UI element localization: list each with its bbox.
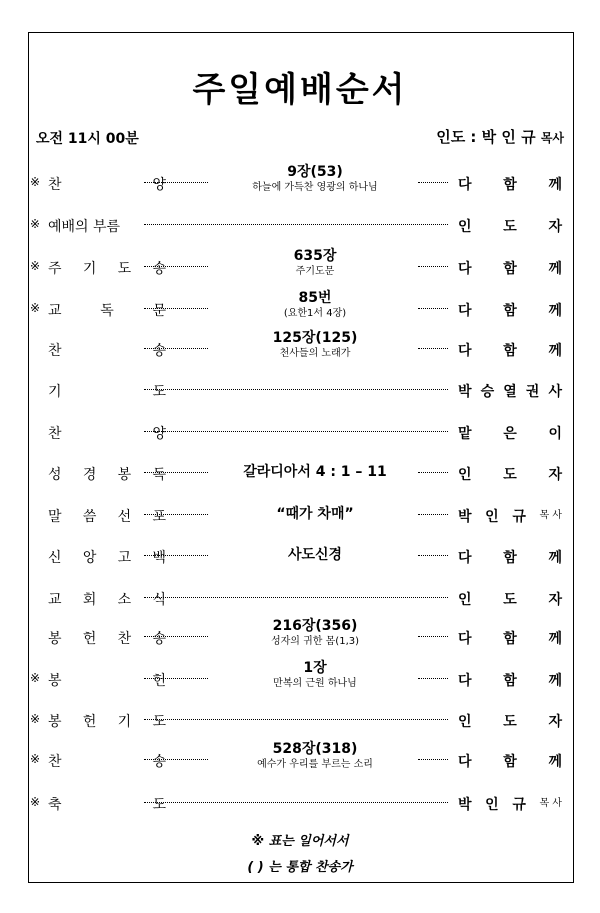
item-label-char: 독 bbox=[100, 303, 114, 319]
item-detail bbox=[208, 495, 422, 523]
page-title: 주일예배순서 bbox=[192, 70, 408, 110]
item-responsible bbox=[458, 711, 562, 731]
item-label bbox=[48, 174, 166, 194]
item-label-char: 씀 bbox=[82, 509, 97, 525]
leader-dots-right bbox=[418, 266, 448, 267]
item-label-char: 경 bbox=[82, 467, 97, 483]
item-label-char: 회 bbox=[82, 592, 97, 608]
item-responsible-char: 승 bbox=[480, 384, 495, 400]
item-responsible bbox=[458, 589, 562, 609]
hymn-number: 1장 bbox=[303, 660, 327, 676]
leader-dots bbox=[144, 389, 448, 390]
item-responsible-char: 함 bbox=[503, 631, 517, 647]
item-responsible-char: 함 bbox=[503, 754, 517, 770]
leader-dots bbox=[144, 224, 448, 225]
hymn-title: 하늘에 가득찬 영광의 하나님 bbox=[252, 182, 378, 193]
worship-item bbox=[30, 329, 568, 365]
item-label-char: 신 bbox=[48, 550, 62, 566]
item-responsible bbox=[458, 794, 562, 814]
leader-dots-left bbox=[144, 636, 208, 637]
leader-name: 인도 : 박 인 규 bbox=[436, 128, 536, 146]
worship-item bbox=[30, 536, 568, 572]
leader-dots bbox=[144, 597, 448, 598]
worship-item bbox=[30, 578, 568, 614]
item-responsible-char: 다 bbox=[458, 177, 472, 193]
item-label-char: 기 bbox=[117, 714, 132, 730]
item-responsible-char: 자 bbox=[548, 219, 562, 235]
leader-dots-left bbox=[144, 678, 208, 679]
item-label bbox=[48, 794, 166, 814]
item-label-char: 앙 bbox=[82, 550, 97, 566]
item-label-char: 도 bbox=[152, 797, 166, 813]
standing-mark: ※ bbox=[30, 795, 41, 809]
leader-title: 목사 bbox=[540, 131, 564, 145]
item-responsible-char: 다 bbox=[458, 673, 472, 689]
item-responsible bbox=[458, 628, 562, 648]
item-responsible-char: 도 bbox=[503, 714, 517, 730]
worship-item bbox=[30, 205, 568, 241]
item-responsible-char: 함 bbox=[503, 673, 517, 689]
item-responsible bbox=[458, 670, 562, 690]
item-responsible-char: 이 bbox=[548, 426, 562, 442]
worship-item bbox=[30, 453, 568, 489]
item-label-char: 헌 bbox=[82, 714, 97, 730]
item-label bbox=[48, 340, 166, 360]
worship-item bbox=[30, 495, 568, 531]
item-responsible bbox=[458, 423, 562, 443]
item-responsible-char: 박 bbox=[458, 384, 472, 400]
worship-item bbox=[30, 163, 568, 199]
item-responsible-char: 께 bbox=[548, 550, 562, 566]
item-label-char: 양 bbox=[152, 177, 166, 193]
item-label-char: 송 bbox=[152, 343, 166, 359]
item-label bbox=[48, 423, 166, 443]
item-responsible bbox=[458, 751, 562, 771]
item-label-char: 포 bbox=[152, 509, 166, 525]
item-responsible bbox=[458, 506, 562, 526]
leader-dots-right bbox=[418, 348, 448, 349]
hymn-number: 216장(356) bbox=[272, 618, 358, 634]
item-label-char: 봉 bbox=[117, 467, 132, 483]
standing-mark: ※ bbox=[30, 712, 41, 726]
item-responsible-char: 자 bbox=[548, 592, 562, 608]
item-responsible-char: 다 bbox=[458, 631, 472, 647]
leader-dots-left bbox=[144, 555, 208, 556]
standing-mark: ※ bbox=[30, 259, 41, 273]
item-label-char: 축 bbox=[48, 797, 62, 813]
leader-dots bbox=[144, 802, 448, 803]
leader-dots-right bbox=[418, 555, 448, 556]
leader-dots-right bbox=[418, 759, 448, 760]
item-responsible-char: 규 bbox=[512, 509, 526, 525]
item-label bbox=[48, 711, 166, 731]
item-label-char: 헌 bbox=[152, 673, 166, 689]
item-detail bbox=[208, 453, 422, 481]
item-label-char: 문 bbox=[152, 303, 166, 319]
item-responsible-char: 께 bbox=[548, 343, 562, 359]
leader-dots-right bbox=[418, 308, 448, 309]
worship-item bbox=[30, 783, 568, 819]
hymn-title: (요한1서 4장) bbox=[283, 308, 347, 319]
leader-dots-right bbox=[418, 472, 448, 473]
item-label-char: 고 bbox=[117, 550, 132, 566]
worship-item bbox=[30, 740, 568, 776]
footer-note-standing: ※ 표는 일어서서 bbox=[251, 834, 349, 849]
item-label bbox=[48, 258, 166, 278]
leader-info bbox=[436, 126, 564, 147]
item-label-char: 주 bbox=[48, 261, 62, 277]
item-label bbox=[48, 628, 166, 648]
item-label-char: 찬 bbox=[48, 754, 62, 770]
hymn-title: 천사들의 노래가 bbox=[279, 348, 351, 359]
standing-mark: ※ bbox=[30, 217, 41, 231]
item-label-char: 기 bbox=[48, 384, 62, 400]
hymn-title: 예수가 우리를 부르는 소리 bbox=[257, 759, 373, 770]
item-label-char: 백 bbox=[152, 550, 166, 566]
item-responsible-char: 다 bbox=[458, 303, 472, 319]
leader-dots-right bbox=[418, 514, 448, 515]
item-responsible-char: 인 bbox=[458, 467, 472, 483]
standing-mark: ※ bbox=[30, 752, 41, 766]
hymn-number: 85번 bbox=[298, 290, 332, 306]
item-responsible-char: 자 bbox=[548, 467, 562, 483]
leader-dots-left bbox=[144, 308, 208, 309]
item-responsible-char: 함 bbox=[503, 261, 517, 277]
item-label-char: 송 bbox=[152, 754, 166, 770]
item-detail-text: 사도신경 bbox=[287, 547, 343, 563]
item-label-char: 선 bbox=[117, 509, 132, 525]
leader-dots-left bbox=[144, 759, 208, 760]
item-responsible-char: 다 bbox=[458, 754, 472, 770]
footer-note-hymnal: ( ) 는 통합 찬송가 bbox=[247, 860, 353, 875]
item-responsible-char: 은 bbox=[503, 426, 517, 442]
item-label-char: 찬 bbox=[48, 426, 62, 442]
item-detail bbox=[208, 329, 422, 360]
item-label-char: 헌 bbox=[82, 631, 97, 647]
hymn-number: 635장 bbox=[293, 248, 337, 264]
item-responsible-char: 박 bbox=[458, 509, 472, 525]
item-label-char: 소 bbox=[117, 592, 132, 608]
item-detail bbox=[208, 163, 422, 194]
hymn-number: 125장(125) bbox=[272, 330, 358, 346]
standing-mark: ※ bbox=[30, 671, 41, 685]
hymn-number: 9장(53) bbox=[287, 164, 343, 180]
item-responsible-char: 사 bbox=[548, 384, 562, 400]
item-responsible-char: 인 bbox=[458, 219, 472, 235]
leader-dots-right bbox=[418, 678, 448, 679]
worship-item bbox=[30, 617, 568, 653]
item-label-char: 봉 bbox=[48, 714, 62, 730]
item-responsible-char: 함 bbox=[503, 303, 517, 319]
item-responsible-char: 께 bbox=[548, 261, 562, 277]
item-detail bbox=[208, 740, 422, 771]
item-detail bbox=[208, 289, 422, 320]
item-detail-text: 갈라디아서 4 : 1 – 11 bbox=[243, 464, 387, 480]
hymn-number: 528장(318) bbox=[272, 741, 358, 757]
item-responsible bbox=[458, 340, 562, 360]
item-label-char: 찬 bbox=[48, 177, 62, 193]
leader-dots-left bbox=[144, 472, 208, 473]
item-label bbox=[48, 670, 166, 690]
leader-dots-right bbox=[418, 636, 448, 637]
item-responsible-char: 인 bbox=[458, 592, 472, 608]
worship-item bbox=[30, 700, 568, 736]
item-responsible-char: 인 bbox=[485, 509, 499, 525]
item-responsible-char: 도 bbox=[503, 592, 517, 608]
item-responsible bbox=[458, 300, 562, 320]
item-detail-text: “때가 차매” bbox=[276, 506, 354, 522]
responsible-title: 목 사 bbox=[539, 798, 562, 809]
leader-dots bbox=[144, 431, 448, 432]
leader-dots-left bbox=[144, 514, 208, 515]
item-label-char: 송 bbox=[152, 631, 166, 647]
item-label-char: 예배의 부름 bbox=[48, 219, 121, 235]
item-label-char: 성 bbox=[48, 467, 62, 483]
worship-item bbox=[30, 289, 568, 325]
item-responsible-char: 함 bbox=[503, 550, 517, 566]
item-label-char: 봉 bbox=[48, 673, 62, 689]
item-label bbox=[48, 381, 166, 401]
hymn-title: 성자의 귀한 몸(1,3) bbox=[270, 636, 360, 647]
item-responsible-char: 박 bbox=[458, 797, 472, 813]
leader-dots-left bbox=[144, 266, 208, 267]
item-responsible-char: 인 bbox=[485, 797, 499, 813]
item-responsible-char: 권 bbox=[525, 384, 540, 400]
item-label bbox=[48, 547, 166, 567]
item-responsible bbox=[458, 547, 562, 567]
item-label-char: 송 bbox=[152, 261, 166, 277]
item-label-char: 봉 bbox=[48, 631, 62, 647]
item-label-char: 찬 bbox=[117, 631, 132, 647]
item-responsible bbox=[458, 216, 562, 236]
item-detail bbox=[208, 659, 422, 690]
item-label-char: 독 bbox=[152, 467, 166, 483]
responsible-title: 목 사 bbox=[539, 510, 562, 521]
item-detail bbox=[208, 536, 422, 564]
worship-item bbox=[30, 370, 568, 406]
item-responsible-char: 함 bbox=[503, 177, 517, 193]
hymn-title: 주기도문 bbox=[295, 266, 335, 277]
item-label-char: 도 bbox=[117, 261, 132, 277]
item-responsible-char: 인 bbox=[458, 714, 472, 730]
item-label bbox=[48, 589, 166, 609]
item-responsible bbox=[458, 381, 562, 401]
leader-dots-right bbox=[418, 182, 448, 183]
item-responsible-char: 께 bbox=[548, 631, 562, 647]
item-responsible-char: 도 bbox=[503, 219, 517, 235]
item-responsible-char: 께 bbox=[548, 673, 562, 689]
item-responsible-char: 함 bbox=[503, 343, 517, 359]
item-label-char: 도 bbox=[152, 384, 166, 400]
standing-mark: ※ bbox=[30, 175, 41, 189]
item-responsible-char: 도 bbox=[503, 467, 517, 483]
item-label-char: 교 bbox=[48, 303, 62, 319]
item-detail bbox=[208, 617, 422, 648]
item-responsible-char: 께 bbox=[548, 754, 562, 770]
item-responsible-char: 께 bbox=[548, 303, 562, 319]
hymn-title: 만복의 근원 하나님 bbox=[273, 678, 357, 689]
worship-item bbox=[30, 412, 568, 448]
worship-item bbox=[30, 659, 568, 695]
item-responsible-char: 규 bbox=[512, 797, 526, 813]
item-responsible-char: 다 bbox=[458, 261, 472, 277]
item-label-char: 찬 bbox=[48, 343, 62, 359]
worship-item bbox=[30, 247, 568, 283]
leader-dots bbox=[144, 719, 448, 720]
standing-mark: ※ bbox=[30, 301, 41, 315]
item-label bbox=[48, 751, 166, 771]
item-responsible-char: 다 bbox=[458, 550, 472, 566]
leader-dots-left bbox=[144, 348, 208, 349]
item-label-char: 도 bbox=[152, 714, 166, 730]
item-label-char: 식 bbox=[152, 592, 166, 608]
item-label bbox=[48, 506, 166, 526]
item-responsible-char: 자 bbox=[548, 714, 562, 730]
item-responsible bbox=[458, 258, 562, 278]
item-label-char: 말 bbox=[48, 509, 62, 525]
item-responsible-char: 께 bbox=[548, 177, 562, 193]
item-label bbox=[48, 464, 166, 484]
item-responsible-char: 다 bbox=[458, 343, 472, 359]
item-label-char: 양 bbox=[152, 426, 166, 442]
item-label bbox=[48, 216, 166, 236]
item-responsible bbox=[458, 464, 562, 484]
leader-dots-left bbox=[144, 182, 208, 183]
item-label bbox=[48, 300, 166, 320]
item-label-char: 교 bbox=[48, 592, 62, 608]
item-label-char: 기 bbox=[82, 261, 97, 277]
service-time: 오전 11시 00분 bbox=[36, 131, 139, 147]
item-responsible-char: 맡 bbox=[458, 426, 472, 442]
item-responsible-char: 열 bbox=[503, 384, 517, 400]
item-responsible bbox=[458, 174, 562, 194]
item-detail bbox=[208, 247, 422, 278]
